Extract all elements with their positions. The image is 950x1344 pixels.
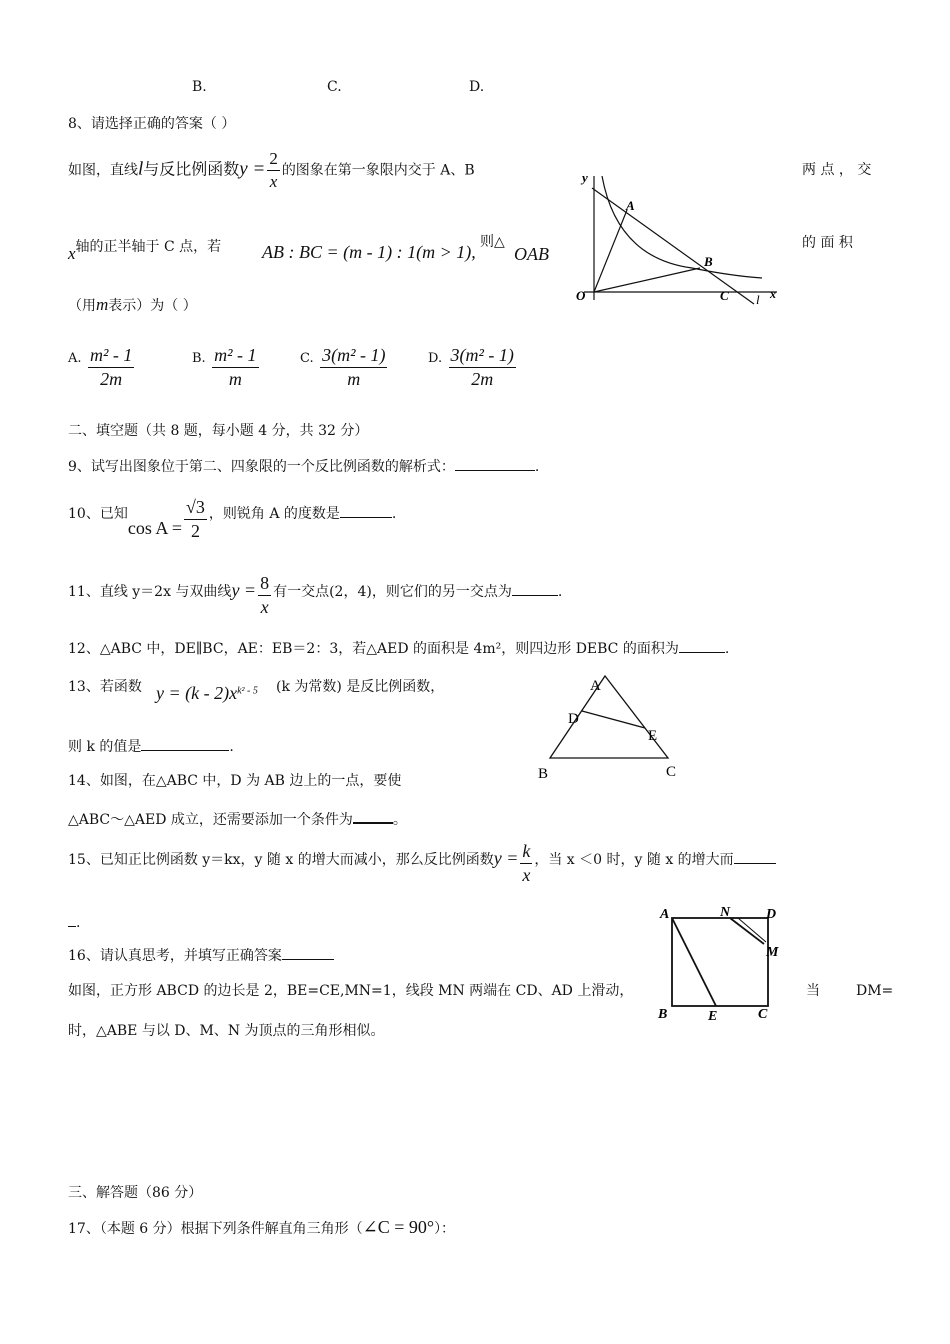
- q8-line1-post: 的图象在第一象限内交于 A、B: [281, 162, 475, 179]
- q8-line2: [68, 237, 222, 263]
- q14-line2: [68, 810, 407, 827]
- graph-label-y: y: [582, 170, 588, 185]
- q12-line: [68, 640, 729, 656]
- graph-label-x: x: [770, 287, 776, 301]
- q13-pre: 13、若函数: [68, 679, 142, 695]
- q17-post: ）：: [434, 1221, 456, 1237]
- q8-fn-den: x: [269, 171, 278, 191]
- q15-answer-blank-1[interactable]: [734, 851, 776, 864]
- q12-text: 12、△ABC 中，DE∥BC，AE：EB＝2：3，若△AED 的面积是 4m²，则四边形 DEBC 的面积为: [68, 641, 679, 657]
- q17-line: [68, 1218, 455, 1236]
- sq-label-m: M: [766, 945, 779, 960]
- segment-de: [582, 711, 645, 728]
- q16-line2: 时，△ABE 与以 D、M、N 为顶点的三角形相似。: [68, 1023, 385, 1039]
- triangle-figure: [530, 668, 690, 784]
- q8-line3-post: 表示）为（ ）: [108, 298, 197, 314]
- q16-dang: 当: [806, 983, 820, 999]
- q8-option-a-label: A.: [68, 350, 82, 366]
- q8-option-b-fraction: [212, 346, 258, 390]
- q15-answer-blank-2[interactable]: [68, 914, 76, 927]
- section-3-heading: 三、解答题（86 分）: [68, 1185, 203, 1201]
- segment-ae: [672, 918, 716, 1006]
- q10-end: .: [391, 505, 397, 522]
- q11-post: 有一交点(2，4)，则它们的另一交点为: [273, 583, 512, 600]
- q13-post: (k 为常数) 是反比例函数，: [276, 679, 445, 695]
- q10-pre: 10、已知: [68, 505, 128, 522]
- sq-label-d: D: [766, 907, 777, 922]
- q8-line1-right: 两 点 ， 交: [802, 162, 872, 178]
- q8-option-b: [192, 346, 261, 390]
- segment-oa: [594, 210, 627, 292]
- sq-label-c: C: [758, 1007, 768, 1022]
- q12-answer-blank[interactable]: [679, 640, 725, 653]
- q9-end: .: [534, 459, 540, 475]
- q14-line1: 14、如图，在△ABC 中，D 为 AB 边上的一点，要使: [68, 773, 402, 789]
- q8-fn-fraction: [267, 150, 280, 191]
- q8-ratio: AB : BC = (m - 1) : 1(m > 1),: [262, 242, 476, 262]
- q8-heading: 8、请选择正确的答案（ ）: [68, 116, 236, 132]
- q15-lhs: y =: [493, 847, 519, 868]
- q8-x-var: x: [68, 244, 76, 263]
- square-figure: [652, 904, 792, 1026]
- q15-post: ，当 x ＜0 时，y 随 x 的增大而: [534, 851, 734, 868]
- segment-nm-shadow: [738, 918, 766, 942]
- q8-fn-lhs: y =: [239, 158, 266, 180]
- q8-fn-num: 2: [267, 150, 280, 171]
- q11-den: x: [260, 596, 269, 617]
- q10-den: 2: [190, 520, 200, 541]
- q16-heading-line: [68, 947, 334, 963]
- q8-option-d-den: 2m: [471, 368, 494, 389]
- q13-exponent: k² - 5: [237, 685, 258, 697]
- tri-label-a: A: [590, 678, 601, 694]
- q16-dm: DM=: [856, 983, 894, 999]
- tri-label-c: C: [666, 764, 677, 780]
- q8-line2-mid: 轴的正半轴于 C 点，若: [75, 239, 222, 255]
- q13-line2-text: 则 k 的值是: [68, 739, 142, 755]
- q8-graph-figure: [572, 168, 790, 310]
- q8-option-c-fraction: [320, 346, 387, 390]
- graph-label-o: O: [576, 288, 586, 303]
- tri-label-e: E: [648, 728, 658, 744]
- q8-line1-mid: 与反比例函数: [143, 159, 240, 179]
- q8-option-c-num: 3(m² - 1): [320, 346, 387, 368]
- q9-text: 9、试写出图象位于第二、四象限的一个反比例函数的解析式：: [68, 459, 455, 475]
- q16-line1: 如图，正方形 ABCD 的边长是 2，BE=CE,MN=1，线段 MN 两端在 CD、AD 上滑动，: [68, 983, 634, 999]
- graph-label-c: C: [720, 288, 729, 303]
- q8-line1-pre: 如图，直线: [68, 162, 138, 179]
- tri-label-b: B: [538, 766, 549, 782]
- q15-den: x: [522, 864, 531, 885]
- q8-option-d-fraction: [449, 346, 516, 390]
- q11-answer-blank[interactable]: [512, 583, 558, 596]
- q8-m-var: m: [96, 295, 109, 314]
- sq-label-b: B: [658, 1007, 668, 1022]
- q9-line: [68, 458, 539, 474]
- q14-end: 。: [392, 812, 407, 828]
- q11-end: .: [557, 583, 563, 600]
- q8-option-c: [300, 346, 389, 390]
- q8-option-d-num: 3(m² - 1): [449, 346, 516, 368]
- q13-answer-blank[interactable]: [141, 738, 229, 751]
- q13-end: .: [229, 739, 234, 755]
- q15-line2: [68, 914, 80, 930]
- q8-option-a: [68, 346, 136, 390]
- q10-post: ，则锐角 A 的度数是: [208, 505, 340, 522]
- q8-option-b-den: m: [228, 368, 242, 389]
- q11-pre: 11、直线 y＝2x 与双曲线: [68, 583, 232, 600]
- q8-line-l: l: [138, 158, 144, 180]
- q11-num: 8: [258, 574, 271, 596]
- q8-option-d-label: D.: [428, 350, 443, 366]
- q8-option-a-fraction: [88, 346, 134, 390]
- q8-option-b-num: m² - 1: [212, 346, 258, 368]
- q8-oab: OAB: [514, 244, 549, 264]
- q8-option-d: [428, 346, 518, 390]
- q16-answer-blank[interactable]: [282, 947, 334, 960]
- q9-answer-blank[interactable]: [455, 458, 535, 471]
- q8-line2-right: 的 面 积: [802, 235, 853, 251]
- q8-option-b-label: B.: [192, 350, 206, 366]
- section-2-heading: 二、填空题（共 8 题，每小题 4 分，共 32 分）: [68, 423, 369, 439]
- q11-fraction: [258, 574, 271, 618]
- segment-nm: [730, 918, 764, 944]
- q8-option-a-num: m² - 1: [88, 346, 134, 368]
- q10-fraction: [184, 498, 207, 542]
- sq-label-e: E: [708, 1009, 718, 1024]
- q8-line3: [68, 296, 197, 313]
- q8-line3-pre: （用: [68, 298, 96, 314]
- q13-fn: y = (k - 2)x: [156, 683, 238, 703]
- q17-angle: ∠C = 90°: [362, 1217, 435, 1237]
- q8-line1: [68, 150, 475, 191]
- sq-label-a: A: [660, 907, 670, 922]
- q10-cos: cos A =: [127, 517, 182, 538]
- q8-option-a-den: 2m: [100, 368, 123, 389]
- q13-function: [156, 684, 258, 702]
- tri-label-d: D: [568, 711, 579, 727]
- q12-end: .: [724, 641, 730, 657]
- q14-answer-blank[interactable]: [353, 810, 393, 824]
- q15-end: .: [76, 915, 81, 931]
- q14-line2-text: △ABC～△AED 成立，还需要添加一个条件为: [68, 812, 353, 828]
- q8-option-c-den: m: [347, 368, 361, 389]
- q10-answer-blank[interactable]: [340, 505, 392, 518]
- option-b-label: B.: [192, 79, 207, 95]
- q11-lhs: y =: [231, 579, 257, 600]
- q8-option-c-label: C.: [300, 350, 314, 366]
- q10-line: [68, 498, 396, 542]
- graph-label-l: l: [756, 292, 760, 307]
- q10-num: √3: [184, 498, 207, 520]
- q15-pre: 15、已知正比例函数 y＝kx，y 随 x 的增大而减小，那么反比例函数: [68, 851, 494, 868]
- graph-label-a: A: [626, 198, 635, 213]
- q15-num: k: [520, 842, 532, 864]
- option-d-label: D.: [469, 79, 485, 95]
- q11-line: [68, 574, 562, 618]
- q8-then: 则△: [480, 234, 505, 250]
- q16-heading: 16、请认真思考，并填写正确答案: [68, 948, 282, 964]
- option-c-label: C.: [327, 79, 342, 95]
- graph-label-b: B: [704, 254, 713, 269]
- q17-pre: 17、（本题 6 分）根据下列条件解直角三角形（: [68, 1221, 363, 1237]
- sq-label-n: N: [720, 905, 731, 920]
- hyperbola-curve: [602, 176, 762, 278]
- q13-line2: [68, 738, 234, 754]
- q15-line: [68, 842, 776, 886]
- segment-ob: [594, 268, 700, 292]
- q15-fraction: [520, 842, 532, 886]
